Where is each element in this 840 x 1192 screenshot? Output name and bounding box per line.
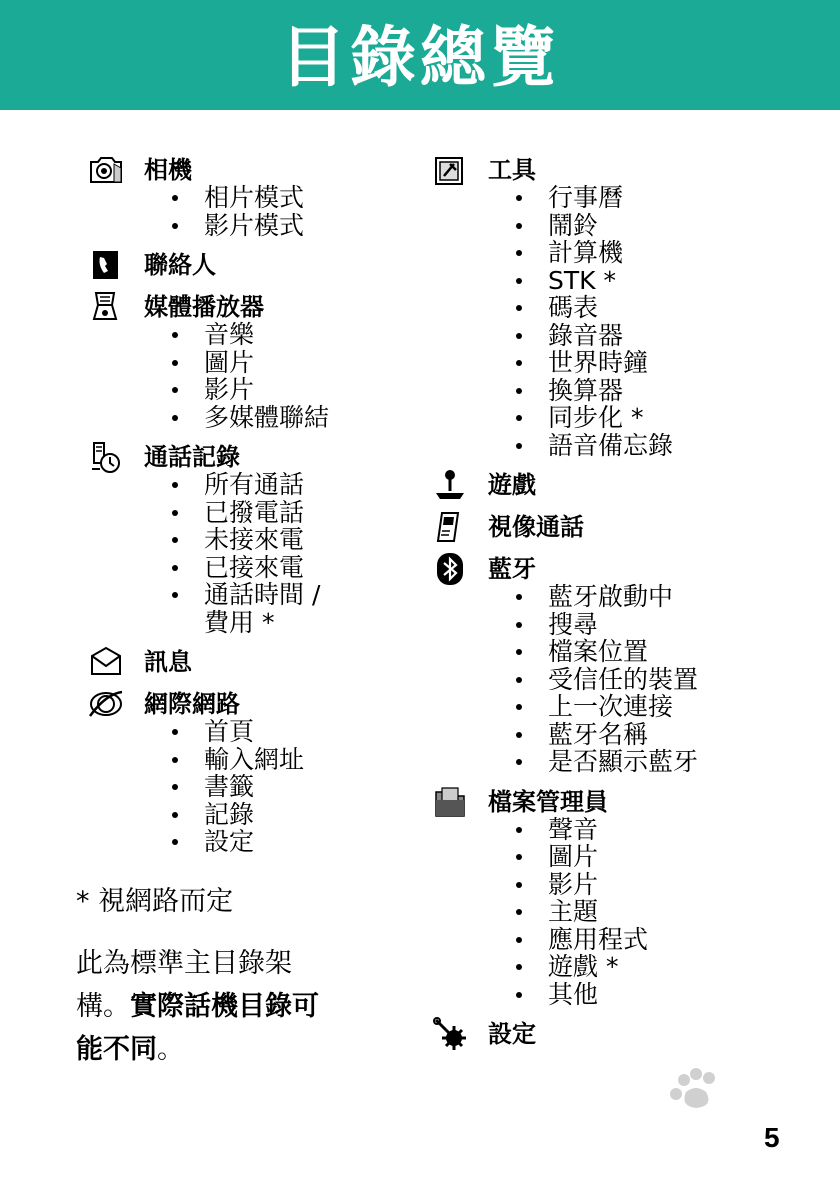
description (76, 942, 386, 1071)
list-item: 搜尋 (432, 611, 812, 639)
bluetooth-icon (432, 551, 472, 587)
section-title: 工具 (488, 156, 536, 184)
joystick-icon (432, 467, 472, 503)
right-column (432, 150, 812, 1056)
list-item: 首頁 (88, 718, 408, 746)
list-item: 記錄 (88, 801, 408, 829)
list-item: 檔案位置 (432, 638, 812, 666)
list-item-continuation: 費用 * (204, 607, 275, 637)
section-title: 聯絡人 (144, 251, 216, 279)
description-line-2: 構。實際話機目錄可 (76, 991, 319, 1022)
list-item: 設定 (88, 828, 408, 856)
media-player-icon (88, 289, 128, 325)
list-item: 計算機 (432, 239, 812, 267)
section-title: 檔案管理員 (488, 787, 608, 816)
list-item: 已撥電話 (88, 499, 408, 527)
list-item: 所有通話 (88, 471, 408, 499)
footnote: * 視網路而定 (76, 886, 234, 917)
list-item: 上一次連接 (432, 693, 812, 721)
section-title: 通話記錄 (144, 443, 240, 471)
list-item: 行事曆 (432, 184, 812, 212)
browser-globe-icon (88, 686, 128, 722)
video-call-icon (432, 509, 472, 545)
left-column (88, 150, 408, 862)
list-item: 換算器 (432, 377, 812, 405)
list-item: 應用程式 (432, 926, 812, 954)
section-title: 媒體播放器 (144, 293, 264, 321)
menu-section-call-log (88, 437, 408, 636)
section-title: 視像通話 (488, 513, 584, 541)
section-title: 設定 (488, 1020, 536, 1048)
list-item: 圖片 (432, 843, 812, 871)
list-item: 相片模式 (88, 184, 408, 212)
list-item: 音樂 (88, 321, 408, 349)
camera-icon (88, 152, 128, 188)
menu-section-bluetooth (432, 549, 812, 776)
section-title: 遊戲 (488, 471, 536, 499)
menu-section-phonebook (88, 245, 408, 285)
list-item: 未接來電 (88, 526, 408, 554)
page-title: 目錄總覽 (280, 19, 560, 96)
list-item: 書籤 (88, 773, 408, 801)
list-item: 遊戲 * (432, 953, 812, 981)
list-item: 通話時間 / (88, 581, 408, 609)
menu-section-camera (88, 150, 408, 239)
section-title: 訊息 (144, 648, 192, 676)
folder-icon (432, 784, 472, 820)
list-item: 受信任的裝置 (432, 666, 812, 694)
list-item: 影片 (88, 376, 408, 404)
list-item: 其他 (432, 981, 812, 1009)
list-item: 影片模式 (88, 212, 408, 240)
menu-section-games (432, 465, 812, 505)
list-item: 圖片 (88, 349, 408, 377)
call-log-icon (88, 439, 128, 475)
menu-section-internet (88, 684, 408, 856)
list-item: 藍牙啟動中 (432, 583, 812, 611)
list-item: 是否顯示藍牙 (432, 748, 812, 776)
menu-section-tools (432, 150, 812, 459)
menu-section-video-call (432, 507, 812, 547)
list-item: 聲音 (432, 816, 812, 844)
list-item: 世界時鐘 (432, 349, 812, 377)
list-item: 主題 (432, 898, 812, 926)
menu-section-settings (432, 1014, 812, 1054)
list-item: 影片 (432, 871, 812, 899)
section-title: 藍牙 (488, 555, 536, 583)
section-title: 網際網路 (144, 690, 240, 718)
list-item: 同步化 * (432, 404, 812, 432)
menu-section-media-player (88, 287, 408, 431)
list-item: 鬧鈴 (432, 212, 812, 240)
list-item: STK * (432, 267, 812, 295)
settings-gear-icon (432, 1016, 472, 1052)
tools-icon (432, 152, 472, 188)
description-line-3: 能不同。 (76, 1034, 184, 1065)
section-title: 相機 (144, 156, 192, 184)
list-item: 碼表 (432, 294, 812, 322)
description-line-1: 此為標準主目錄架 (76, 948, 292, 979)
list-item: 輸入網址 (88, 746, 408, 774)
menu-section-file-manager (432, 782, 812, 1009)
list-item: 錄音器 (432, 322, 812, 350)
menu-section-messages (88, 642, 408, 682)
header-banner (0, 0, 840, 110)
page-number: 5 (764, 1122, 780, 1153)
list-item: 語音備忘錄 (432, 432, 812, 460)
list-item: 藍牙名稱 (432, 721, 812, 749)
envelope-icon (88, 644, 128, 680)
list-item: 多媒體聯結 (88, 404, 408, 432)
list-item: 已接來電 (88, 554, 408, 582)
phonebook-icon (88, 247, 128, 283)
